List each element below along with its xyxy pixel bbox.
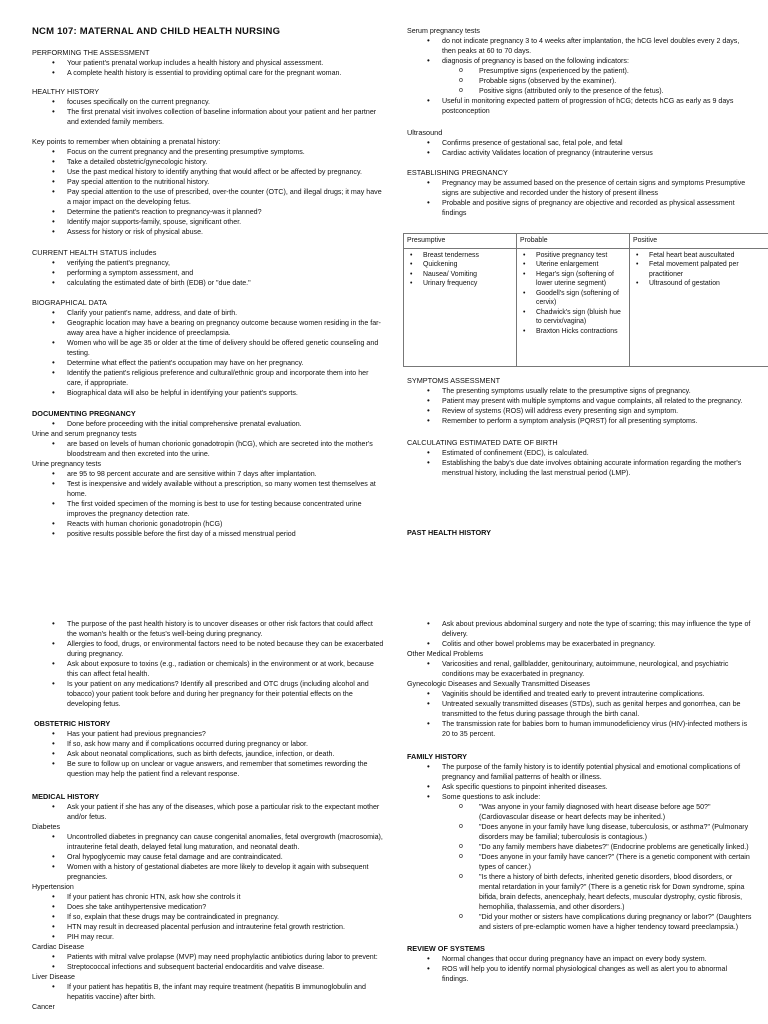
cardiac-list bbox=[32, 952, 384, 972]
establishing-heading: ESTABLISHING PREGNANCY bbox=[407, 168, 508, 177]
list-item: • Focus on the current pregnancy and the presenting presumptive symptoms. bbox=[32, 147, 384, 157]
cancer-heading: Cancer bbox=[32, 1003, 55, 1011]
list-item: o Probable signs (observed by the examiner). bbox=[407, 76, 752, 86]
urine-tests-heading: Urine pregnancy tests bbox=[32, 460, 102, 468]
list-item: • Probable and positive signs of pregnancy are objective and recorded as physical assessment findings bbox=[407, 198, 752, 218]
list-item: • Pay special attention to the nutritional history. bbox=[32, 177, 384, 187]
family-list bbox=[407, 762, 752, 802]
list-item: • Streptococcal infections and subsequent bacterial endocarditis and valve disease. bbox=[32, 962, 384, 972]
list-item: • The purpose of the family history is to identify potential physical and emotional complications of pregnancy and familial patterns of health or illness. bbox=[407, 762, 752, 782]
cardiac-heading: Cardiac Disease bbox=[32, 943, 85, 951]
edb-list bbox=[407, 448, 752, 478]
list-item: • Urinary frequency bbox=[407, 279, 513, 289]
list-item: • Colitis and other bowel problems may be exacerbated in pregnancy. bbox=[407, 639, 752, 649]
list-item: • Uncontrolled diabetes in pregnancy can cause congenital anomalies, fetal overgrowth (macrosomia), intrauterine fetal death, delayed fetal lung maturation, and neonatal death. bbox=[32, 832, 384, 852]
list-item: • Quickening bbox=[407, 260, 513, 270]
list-item: • focuses specifically on the current pregnancy. bbox=[32, 97, 384, 107]
list-item: • The transmission rate for babies born to human immunodeficiency virus (HIV)-infected mothers is 20 to 35 percent. bbox=[407, 719, 752, 739]
list-item: • Fetal movement palpated per practitioner bbox=[633, 260, 767, 279]
list-item: • Goodell's sign (softening of cervix) bbox=[520, 289, 626, 308]
documenting-list bbox=[32, 419, 384, 429]
key-points-list bbox=[32, 147, 384, 237]
list-item: • Take a detailed obstetric/gynecologic history. bbox=[32, 157, 384, 167]
biographical-heading: BIOGRAPHICAL DATA bbox=[32, 298, 107, 307]
ultrasound-list bbox=[407, 138, 752, 158]
list-item: • Ask your patient if she has any of the diseases, which pose a particular risk to the expectant mother and/or fetus. bbox=[32, 802, 384, 822]
past-health-heading: PAST HEALTH HISTORY bbox=[407, 527, 492, 537]
list-item: • If your patient has hepatitis B, the infant may require treatment (hepatitis B immunoglobulin and hepatitis vaccine) after birth. bbox=[32, 982, 384, 1002]
table-row bbox=[404, 248, 768, 366]
establishing-list bbox=[407, 178, 752, 218]
urine-tests-list bbox=[32, 469, 384, 539]
healthy-history-list bbox=[32, 97, 384, 127]
list-item: • Women who will be age 35 or older at the time of delivery should be offered genetic counseling and testing. bbox=[32, 338, 384, 358]
family-questions-list bbox=[407, 802, 752, 932]
list-item: • do not indicate pregnancy 3 to 4 weeks after implantation, the hCG level doubles every 2 days, then peaks at 60 to 70 days. bbox=[407, 36, 752, 56]
list-item: • The first voided specimen of the morning is best to use for testing because concentrated urine improves the pregnancy detection rate. bbox=[32, 499, 384, 519]
list-item: • Assess for history or risk of physical abuse. bbox=[32, 227, 384, 237]
list-item: • Establishing the baby's due date involves obtaining accurate information regarding the mother's menstrual history, including the last menstrual period (LMP). bbox=[407, 458, 752, 478]
list-item: • ROS will help you to identify normal physiological changes as well as alert you to abnormal findings. bbox=[407, 964, 752, 984]
list-item: • Identify major supports-family, spouse, significant other. bbox=[32, 217, 384, 227]
list-item: • Ask about previous abdominal surgery and note the type of scarring; this may influence the type of delivery. bbox=[407, 619, 752, 639]
table-cell bbox=[517, 248, 630, 366]
list-item: • are 95 to 98 percent accurate and are sensitive within 7 days after implantation. bbox=[32, 469, 384, 479]
serum-heading: Serum pregnancy tests bbox=[407, 27, 480, 35]
list-item: • Geographic location may have a bearing on pregnancy outcome because women residing in the far-away area have a higher incidence of preeclampsia. bbox=[32, 318, 384, 338]
surgery-list bbox=[407, 619, 752, 649]
list-item: • Confirms presence of gestational sac, fetal pole, and fetal bbox=[407, 138, 752, 148]
list-item: • Ask specific questions to pinpoint inherited diseases. bbox=[407, 782, 752, 792]
list-item: • Positive pregnancy test bbox=[520, 251, 626, 261]
list-item: • Done before proceeding with the initial comprehensive prenatal evaluation. bbox=[32, 419, 384, 429]
list-item: o "Did your mother or sisters have complications during pregnancy or labor?" (Daughters and sisters of pre-eclamptic women have a higher tendency toward preeclampsia.) bbox=[407, 912, 752, 932]
list-item: • Ask about neonatal complications, such as birth defects, jaundice, infection, or death. bbox=[32, 749, 384, 759]
list-item: • Pregnancy may be assumed based on the presence of certain signs and symptoms Presumptive signs are subjective and recorded under the history of present illness bbox=[407, 178, 752, 198]
documenting-heading: DOCUMENTING PREGNANCY bbox=[32, 409, 136, 418]
list-item: • Braxton Hicks contractions bbox=[520, 327, 626, 337]
list-item: • Women with a history of gestational diabetes are more likely to develop it again with subsequent pregnancies. bbox=[32, 862, 384, 882]
family-heading: FAMILY HISTORY bbox=[407, 752, 468, 761]
list-item: • If your patient has chronic HTN, ask how she controls it bbox=[32, 892, 384, 902]
liver-list bbox=[32, 982, 384, 1002]
current-health-list bbox=[32, 258, 384, 288]
left-bottom-column bbox=[32, 619, 384, 1012]
gynecologic-list bbox=[407, 689, 752, 739]
list-item: • Untreated sexually transmitted diseases (STDs), such as genital herpes and gonorrhea, can be transmitted to the fetus during passage through the birth canal. bbox=[407, 699, 752, 719]
diabetes-heading: Diabetes bbox=[32, 823, 60, 831]
diabetes-list bbox=[32, 832, 384, 882]
list-item: • Clarify your patient's name, address, and date of birth. bbox=[32, 308, 384, 318]
left-top-column bbox=[32, 26, 384, 539]
list-item: o Presumptive signs (experienced by the patient). bbox=[407, 66, 752, 76]
list-item: • Breast tenderness bbox=[407, 251, 513, 261]
list-item: • Remember to perform a symptom analysis (PQRST) for all presenting symptoms. bbox=[407, 416, 752, 426]
other-medical-list bbox=[407, 659, 752, 679]
hypertension-heading: Hypertension bbox=[32, 883, 74, 891]
serum-list bbox=[407, 36, 752, 66]
signs-table bbox=[403, 233, 768, 367]
healthy-history-heading: HEALTHY HISTORY bbox=[32, 87, 100, 96]
medical-heading: MEDICAL HISTORY bbox=[32, 792, 100, 801]
list-item: • Estimated of confinement (EDC), is calculated. bbox=[407, 448, 752, 458]
page-title: NCM 107: MATERNAL AND CHILD HEALTH NURSING bbox=[32, 26, 281, 37]
list-item: • Reacts with human chorionic gonadotropin (hCG) bbox=[32, 519, 384, 529]
list-item: o "Does anyone in your family have lung disease, tuberculosis, or asthma?" (Pulmonary disorders may be familial; tuberculosis is contagious.) bbox=[407, 822, 752, 842]
list-item: • Fetal heart beat auscultated bbox=[633, 251, 767, 261]
edb-heading: CALCULATING ESTIMATED DATE OF BIRTH bbox=[407, 437, 558, 447]
list-item: • Has your patient had previous pregnancies? bbox=[32, 729, 384, 739]
list-item: • Patient may present with multiple symptoms and vague complaints, all related to the pregnancy. bbox=[407, 396, 752, 406]
list-item: • Review of systems (ROS) will address every presenting sign and symptom. bbox=[407, 406, 752, 416]
list-item: • Vaginitis should be identified and treated early to prevent intrauterine complications. bbox=[407, 689, 752, 699]
list-item: • are based on levels of human chorionic gonadotropin (hCG), which are secreted into the mother's bloodstream and then excreted into the urine. bbox=[32, 439, 384, 459]
list-item: • Your patient's prenatal workup includes a health history and physical assessment. bbox=[32, 58, 384, 68]
indicator-sublist bbox=[407, 66, 752, 96]
table-header-row bbox=[404, 234, 768, 249]
list-item: • Patients with mitral valve prolapse (MVP) may need prophylactic antibiotics during labor to prevent: bbox=[32, 952, 384, 962]
list-item: • positive results possible before the first day of a missed menstrual period bbox=[32, 529, 384, 539]
performing-list bbox=[32, 58, 384, 78]
obstetric-list bbox=[32, 729, 384, 779]
list-item: • Varicosities and renal, gallbladder, genitourinary, autoimmune, neurological, and psychiatric conditions may be exacerbated in pregnancy. bbox=[407, 659, 752, 679]
right-bottom-column bbox=[407, 619, 752, 984]
review-heading: REVIEW OF SYSTEMS bbox=[407, 944, 485, 953]
list-item: • Cardiac activity Validates location of pregnancy (intrauterine versus bbox=[407, 148, 752, 158]
table-cell bbox=[630, 248, 768, 366]
list-item: • A complete health history is essential to providing optimal care for the pregnant woman. bbox=[32, 68, 384, 78]
review-list bbox=[407, 954, 752, 984]
table-header: Presumptive bbox=[404, 234, 517, 249]
list-item: • The first prenatal visit involves collection of baseline information about your patient and her partner and extended family members. bbox=[32, 107, 384, 127]
list-item: • Identify the patient's religious preference and cultural/ethnic group and incorporate them into her care, if appropriate. bbox=[32, 368, 384, 388]
list-item: • Use the past medical history to identify anything that would affect or be affected by pregnancy. bbox=[32, 167, 384, 177]
list-item: o "Do any family members have diabetes?" (Endocrine problems are genetically linked.) bbox=[407, 842, 752, 852]
list-item: • diagnosis of pregnancy is based on the following indicators: bbox=[407, 56, 752, 66]
list-item: • The presenting symptoms usually relate to the presumptive signs of pregnancy. bbox=[407, 386, 752, 396]
list-item: • Normal changes that occur during pregnancy have an impact on every body system. bbox=[407, 954, 752, 964]
list-item: • The purpose of the past health history is to uncover diseases or other risk factors that could affect the woman's health or the fetus's well-being during pregnancy. bbox=[32, 619, 384, 639]
symptoms-heading: SYMPTOMS ASSESSMENT bbox=[407, 375, 501, 385]
serum-list-after bbox=[407, 96, 752, 116]
past-health-list bbox=[32, 619, 384, 709]
other-medical-heading: Other Medical Problems bbox=[407, 650, 484, 658]
list-item: o Positive signs (attributed only to the presence of the fetus). bbox=[407, 86, 752, 96]
list-item: • Some questions to ask include: bbox=[407, 792, 752, 802]
performing-heading: PERFORMING THE ASSESSMENT bbox=[32, 48, 150, 57]
list-item: • Test is inexpensive and widely available without a prescription, so many women test themselves at home. bbox=[32, 479, 384, 499]
list-item: • calculating the estimated date of birth (EDB) or "due date." bbox=[32, 278, 384, 288]
list-item: • Allergies to food, drugs, or environmental factors need to be noted because they can be exacerbated during pregnancy. bbox=[32, 639, 384, 659]
biographical-list bbox=[32, 308, 384, 398]
table-header: Positive bbox=[630, 234, 768, 249]
urine-serum-list bbox=[32, 439, 384, 459]
list-item: • Ask about exposure to toxins (e.g., radiation or chemicals) in the environment or at work, because this can affect fetal health. bbox=[32, 659, 384, 679]
liver-heading: Liver Disease bbox=[32, 973, 75, 981]
list-item: o "Is there a history of birth defects, inherited genetic disorders, blood disorders, or mental retardation in your family?" (There is a genetic risk for Down syndrome, spina bifida, brain defects, anencephaly, heart defects, muscular dystrophy, cystic fibrosis, hemophilia, thalassemia, and other disorders.) bbox=[407, 872, 752, 912]
current-health-heading: CURRENT HEALTH STATUS includes bbox=[32, 248, 157, 257]
gynecologic-heading: Gynecologic Diseases and Sexually Transmitted Diseases bbox=[407, 680, 590, 688]
obstetric-heading: OBSTETRIC HISTORY bbox=[34, 719, 111, 728]
urine-serum-heading: Urine and serum pregnancy tests bbox=[32, 430, 137, 438]
list-item: • Chadwick's sign (bluish hue to cervix/vagina) bbox=[520, 308, 626, 327]
symptoms-list bbox=[407, 386, 752, 426]
key-points-heading: Key points to remember when obtaining a prenatal history: bbox=[32, 137, 221, 146]
list-item: o "Does anyone in your family have cancer?" (There is a genetic component with certain types of cancer.) bbox=[407, 852, 752, 872]
list-item: • Nausea/ Vomiting bbox=[407, 270, 513, 280]
list-item: • Useful in monitoring expected pattern of progression of hCG; detects hCG as early as 9 days postconception bbox=[407, 96, 752, 116]
list-item: • Determine the patient's reaction to pregnancy-was it planned? bbox=[32, 207, 384, 217]
list-item: • If so, explain that these drugs may be contraindicated in pregnancy. bbox=[32, 912, 384, 922]
medical-list bbox=[32, 802, 384, 822]
list-item: • If so, ask how many and if complications occurred during pregnancy or labor. bbox=[32, 739, 384, 749]
list-item: • verifying the patient's pregnancy, bbox=[32, 258, 384, 268]
list-item: • Pay special attention to the use of prescribed, over-the counter (OTC), and illegal drugs; it may have a major impact on the developing fetus. bbox=[32, 187, 384, 207]
list-item: • performing a symptom assessment, and bbox=[32, 268, 384, 278]
list-item: o "Was anyone in your family diagnosed with heart disease before age 50?" (Cardiovascular disease or heart defects may be inherited.) bbox=[407, 802, 752, 822]
list-item: • Be sure to follow up on unclear or vague answers, and remember that sometimes rewording the question may help the patient find a relevant response. bbox=[32, 759, 384, 779]
table-header: Probable bbox=[517, 234, 630, 249]
list-item: • HTN may result in decreased placental perfusion and intrauterine fetal growth restriction. bbox=[32, 922, 384, 932]
right-top-column bbox=[407, 26, 752, 538]
ultrasound-heading: Ultrasound bbox=[407, 128, 443, 137]
list-item: • Biographical data will also be helpful in identifying your patient's supports. bbox=[32, 388, 384, 398]
table-cell bbox=[404, 248, 517, 366]
list-item: • Is your patient on any medications? Identify all prescribed and OTC drugs (including alcohol and tobacco) your patient took before and during her pregnancy for their potential effects on the developing fetus. bbox=[32, 679, 384, 709]
list-item: • PIH may recur. bbox=[32, 932, 384, 942]
list-item: • Hegar's sign (softening of lower uterine segment) bbox=[520, 270, 626, 289]
list-item: • Ultrasound of gestation bbox=[633, 279, 767, 289]
list-item: • Determine what effect the patient's occupation may have on her pregnancy. bbox=[32, 358, 384, 368]
hypertension-list bbox=[32, 892, 384, 942]
list-item: • Oral hypoglycemic may cause fetal damage and are contraindicated. bbox=[32, 852, 384, 862]
list-item: • Uterine enlargement bbox=[520, 260, 626, 270]
list-item: • Does she take antihypertensive medication? bbox=[32, 902, 384, 912]
